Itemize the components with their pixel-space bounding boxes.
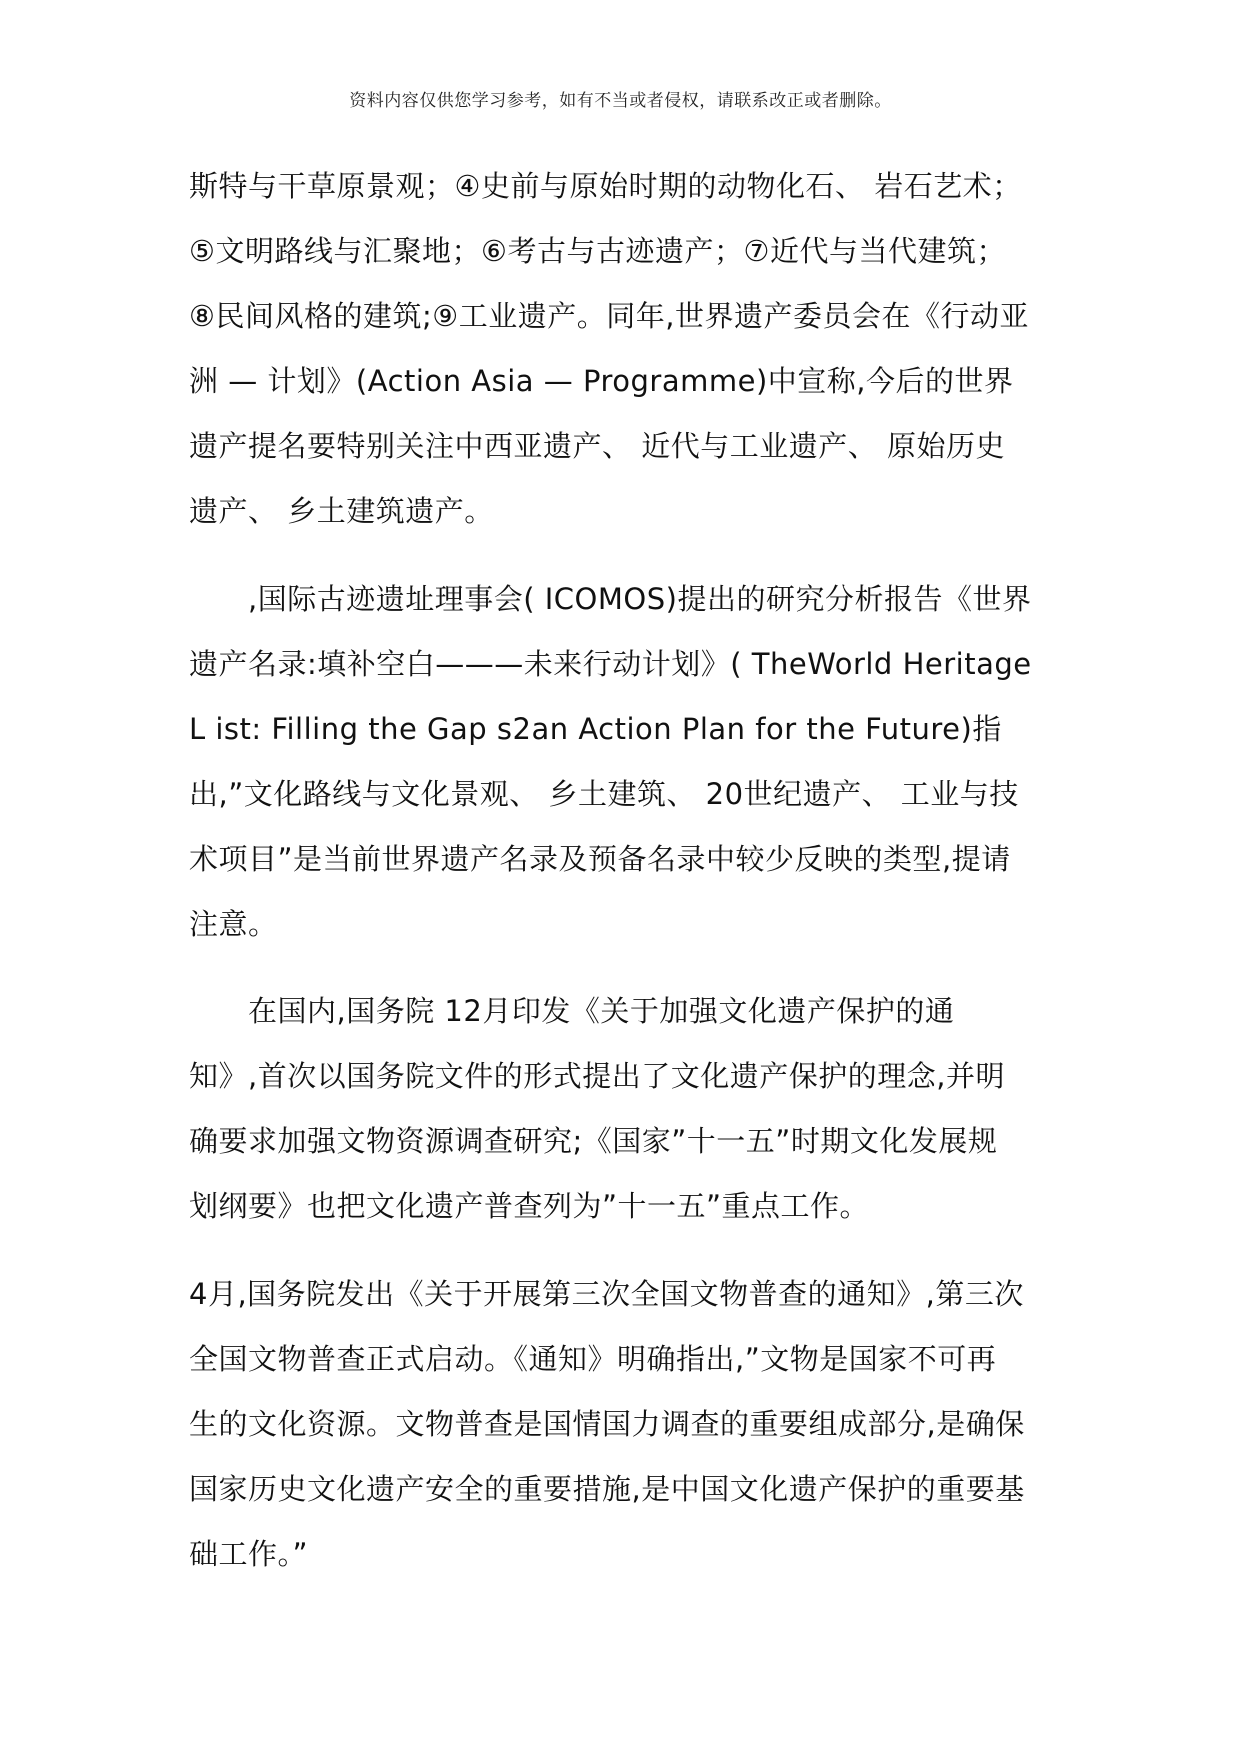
text-line: 划纲要》也把文化遗产普查列为”十一五”重点工作。 xyxy=(189,1189,870,1223)
text-line: 斯特与干草原景观；④史前与原始时期的动物化石、 岩石艺术； xyxy=(189,169,1022,203)
text-line: ,国际古迹遗址理事会( ICOMOS)提出的研究分析报告《世界 xyxy=(189,582,1032,616)
text-line: 础工作。” xyxy=(189,1537,309,1571)
text-line: 在国内,国务院 12月印发《关于加强文化遗产保护的通 xyxy=(189,994,955,1028)
text-line: 国家历史文化遗产安全的重要措施,是中国文化遗产保护的重要基 xyxy=(189,1472,1025,1506)
text-line: 全国文物普查正式启动。《通知》明确指出,”文物是国家不可再 xyxy=(189,1342,997,1376)
text-line: ⑤文明路线与汇聚地；⑥考古与古迹遗产；⑦近代与当代建筑； xyxy=(189,234,1006,268)
text-line: 知》,首次以国务院文件的形式提出了文化遗产保护的理念,并明 xyxy=(189,1059,1005,1093)
paragraph-3 xyxy=(189,979,1059,1239)
text-line: 确要求加强文物资源调查研究;《国家”十一五”时期文化发展规 xyxy=(189,1124,998,1158)
text-line: 洲 — 计划》(Action Asia — Programme)中宣称,今后的世界 xyxy=(189,364,1014,398)
page-header-notice: 资料内容仅供您学习参考，如有不当或者侵权，请联系改正或者删除。 xyxy=(349,91,892,111)
text-line: L ist: Filling the Gap s2an Action Plan for the Future)指 xyxy=(189,712,1002,746)
text-line: ⑧民间风格的建筑;⑨工业遗产。同年,世界遗产委员会在《行动亚 xyxy=(189,299,1029,333)
text-line: 遗产提名要特别关注中西亚遗产、 近代与工业遗产、 原始历史 xyxy=(189,429,1005,463)
text-line: 遗产、 乡土建筑遗产。 xyxy=(189,494,494,528)
text-line: 出,”文化路线与文化景观、 乡土建筑、 20世纪遗产、 工业与技 xyxy=(189,777,1019,811)
text-line: 4月,国务院发出《关于开展第三次全国文物普查的通知》,第三次 xyxy=(189,1277,1024,1311)
text-line: 遗产名录:填补空白———未来行动计划》( TheWorld Heritage xyxy=(189,647,1032,681)
paragraph-1 xyxy=(189,154,1059,544)
text-line: 生的文化资源。文物普查是国情国力调查的重要组成部分,是确保 xyxy=(189,1407,1025,1441)
text-line: 术项目”是当前世界遗产名录及预备名录中较少反映的类型,提请 xyxy=(189,842,1011,876)
text-line: 注意。 xyxy=(189,907,278,941)
paragraph-2 xyxy=(189,567,1059,957)
paragraph-4 xyxy=(189,1262,1059,1587)
